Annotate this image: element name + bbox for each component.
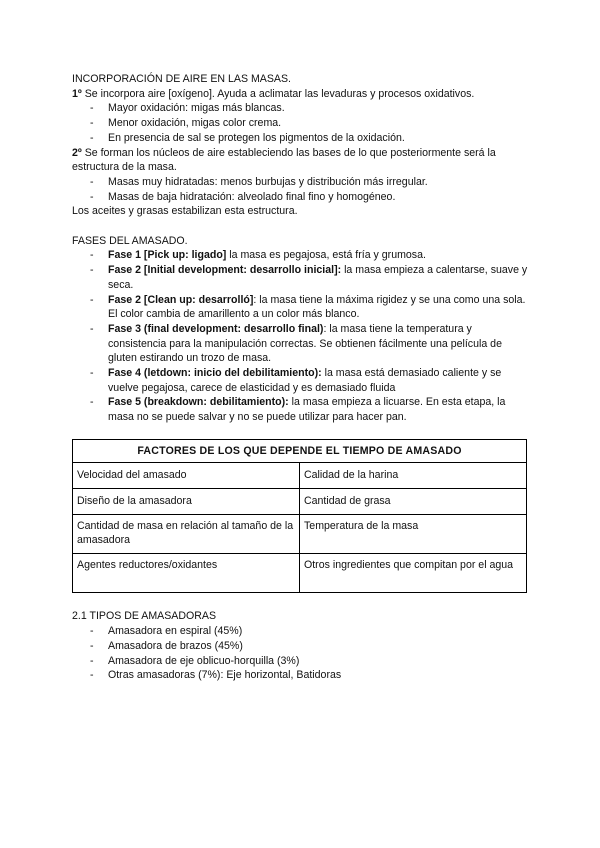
fase-label: Fase 5 (breakdown: debilitamiento): (108, 396, 289, 409)
table-cell: Agentes reductores/oxidantes (73, 554, 300, 593)
section-title-aire: INCORPORACIÓN DE AIRE EN LAS MASAS. (72, 73, 291, 85)
list-item: - Amasadora de brazos (45%) (108, 639, 528, 654)
table-header: FACTORES DE LOS QUE DEPENDE EL TIEMPO DE AMASADO (73, 439, 527, 463)
list-item: - Otras amasadoras (7%): Eje horizontal, Batidoras (108, 668, 528, 683)
list-item: - Amasadora de eje oblicuo-horquilla (3%) (108, 654, 528, 669)
fase-text: la masa empieza a licuarse. En esta etapa, la masa no se puede salvar y no se puede utilizar para hacer pan. (108, 396, 506, 424)
closing-text: Los aceites y grasas estabilizan esta estructura. (72, 205, 298, 218)
paragraph-1 (72, 87, 528, 102)
fase-item (108, 366, 528, 395)
oxidation-list (72, 101, 528, 145)
fase-label: Fase 4 (letdown: inicio del debilitamiento): (108, 367, 322, 380)
fase-item (108, 248, 528, 263)
section-title-tipos: 2.1 TIPOS DE AMASADORAS (72, 610, 217, 623)
list-item: - Mayor oxidación: migas más blancas. (108, 101, 528, 116)
table-cell: Cantidad de grasa (300, 489, 527, 515)
fase-label: Fase 1 [Pick up: ligado] (108, 249, 227, 262)
list-item: - Amasadora en espiral (45%) (108, 624, 528, 639)
paragraph-2-text: Se forman los núcleos de aire estableciendo las bases de lo que posteriormente será la estructura de la masa. (72, 146, 496, 174)
section-title-fases: FASES DEL AMASADO. (72, 234, 188, 247)
fase-item (108, 263, 528, 292)
table-cell: Velocidad del amasado (73, 463, 300, 489)
fases-list (72, 248, 528, 424)
document-page (72, 72, 528, 683)
fase-text: la masa está demasiado caliente y se vuelve pegajosa, carece de elasticidad y es demasiado fluida (108, 367, 502, 394)
table-cell: Diseño de la amasadora (73, 489, 300, 515)
list-item: - Masas de baja hidratación: alveolado final fino y homogéneo. (108, 190, 528, 205)
table-cell: Otros ingredientes que compitan por el agua (300, 554, 527, 593)
fase-item (108, 395, 528, 424)
fase-text: la masa es pegajosa, está fría y grumosa. (226, 249, 426, 262)
list-item: - Masas muy hidratadas: menos burbujas y distribución más irregular. (108, 175, 528, 190)
hydration-list (72, 175, 528, 204)
table-cell: Cantidad de masa en relación al tamaño de la amasadora (73, 515, 300, 554)
fase-label: Fase 2 [Initial development: desarrollo inicial]: (108, 264, 342, 277)
list-item: - En presencia de sal se protegen los pigmentos de la oxidación. (108, 131, 528, 146)
paragraph-2-lead: 2º (72, 146, 82, 159)
fase-text: : la masa tiene la máxima rigidez y se una como una sola. El color cambia de amarillento a un color más blanco. (108, 293, 526, 321)
table-row (73, 463, 527, 489)
table-row (73, 515, 527, 554)
fase-label: Fase 3 (final development: desarrollo final) (108, 322, 324, 335)
table-cell: Calidad de la harina (300, 463, 527, 489)
factors-table (72, 439, 527, 594)
fase-text: : la masa tiene la temperatura y consistencia para la manipulación correctas. Se obtienen fácilmente una película de gluten estirando un trozo de masa. (108, 322, 502, 365)
table-cell: Temperatura de la masa (300, 515, 527, 554)
paragraph-2 (72, 146, 528, 175)
fase-item (108, 322, 528, 366)
table-row (73, 554, 527, 593)
paragraph-1-lead: 1º (72, 87, 82, 100)
fase-item (108, 293, 528, 322)
fase-label: Fase 2 [Clean up: desarrolló] (108, 293, 254, 306)
paragraph-1-text: Se incorpora aire [oxígeno]. Ayuda a aclimatar las levaduras y procesos oxidativos. (81, 87, 475, 100)
list-item: - Menor oxidación, migas color crema. (108, 116, 528, 131)
table-row (73, 489, 527, 515)
fase-text: la masa empieza a calentarse, suave y seca. (108, 264, 528, 291)
tipos-list (72, 624, 528, 683)
